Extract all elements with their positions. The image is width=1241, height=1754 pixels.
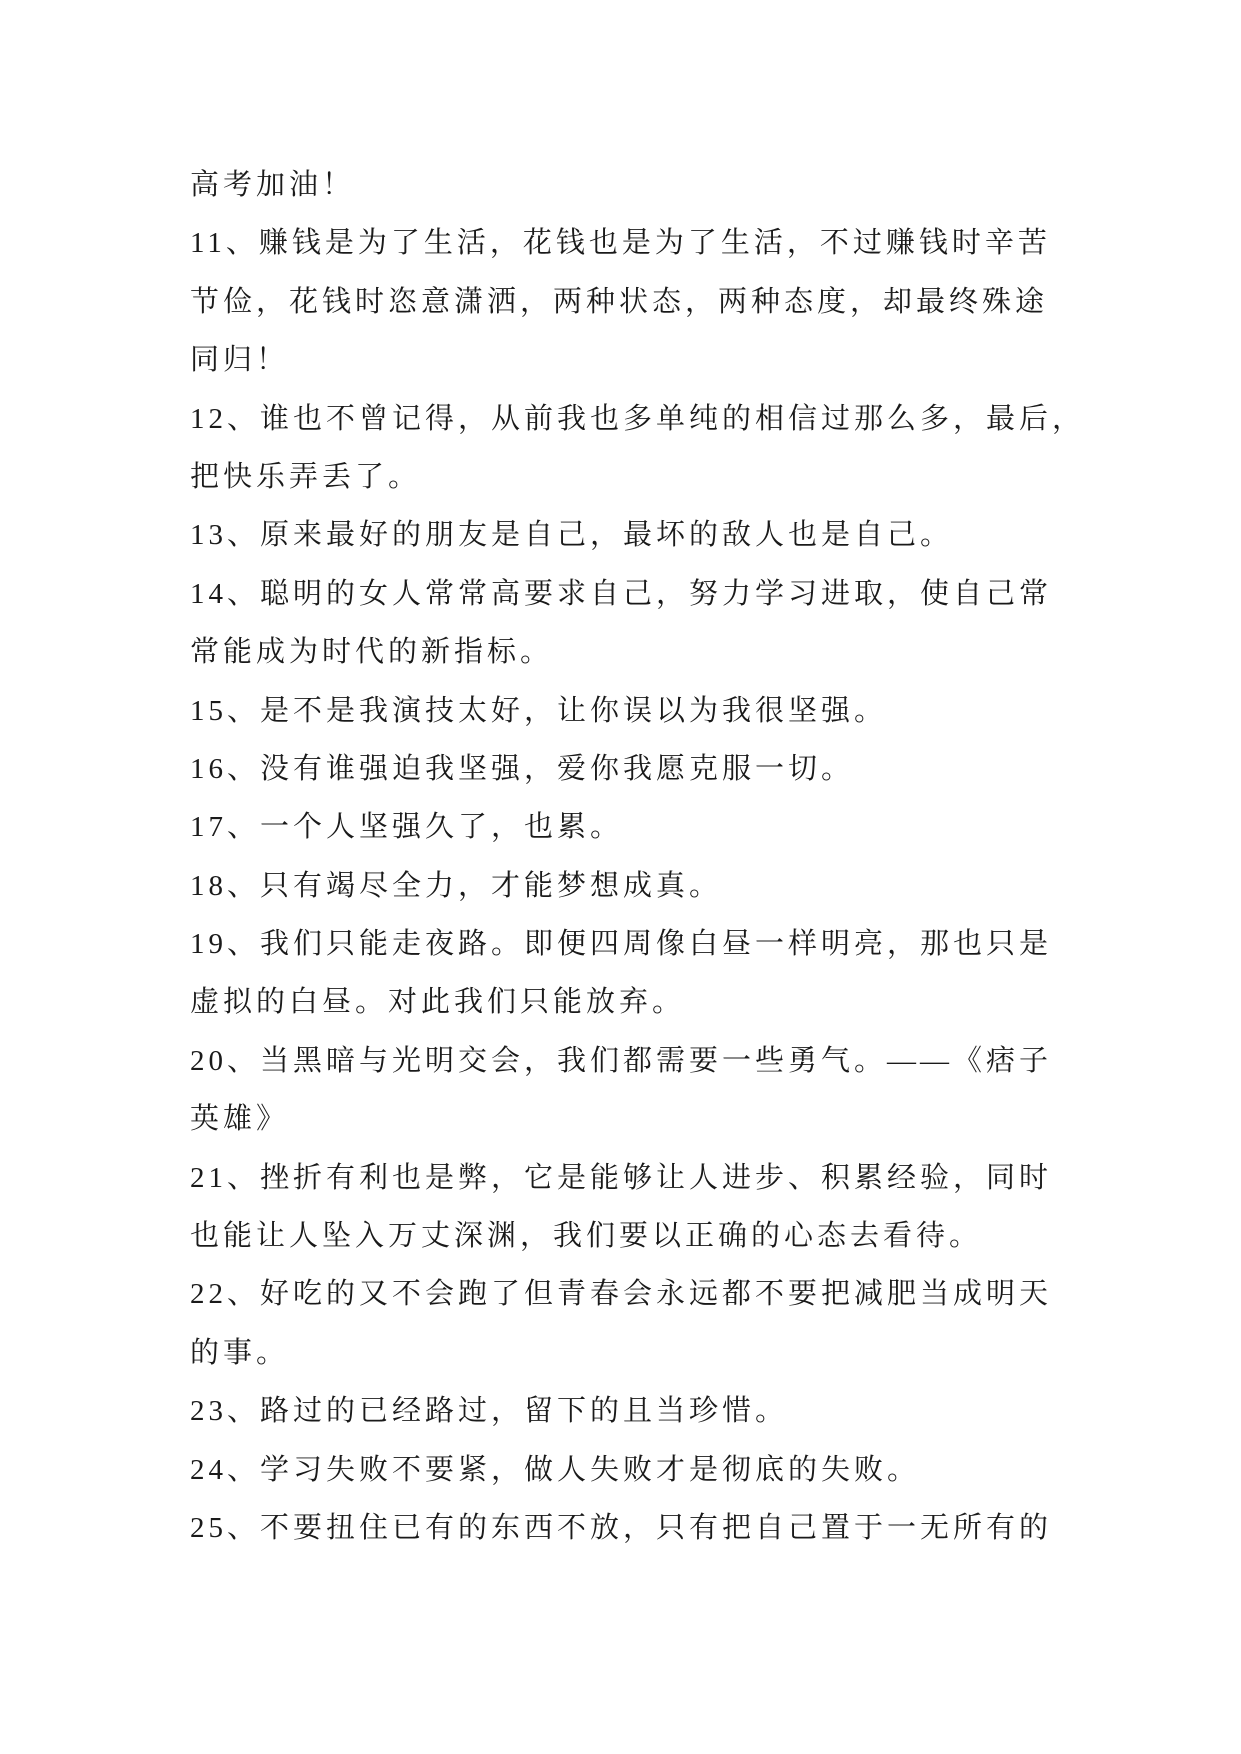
text-line: 11、赚钱是为了生活，花钱也是为了生活，不过赚钱时辛苦	[190, 227, 1051, 260]
text-line: 14、聪明的女人常常高要求自己，努力学习进取，使自己常	[190, 577, 1053, 610]
text-line: 虚拟的白昼。对此我们只能放弃。	[190, 986, 686, 1019]
text-line: 21、挫折有利也是弊，它是能够让人进步、积累经验，同时	[190, 1161, 1053, 1194]
text-line: 24、学习失败不要紧，做人失败才是彻底的失败。	[190, 1453, 921, 1486]
text-line: 19、我们只能走夜路。即便四周像白昼一样明亮，那也只是	[190, 928, 1053, 961]
document-body	[190, 156, 1170, 1557]
text-line: 节俭，花钱时恣意潇洒，两种状态，两种态度，却最终殊途	[190, 285, 1049, 318]
text-line: 把快乐弄丢了。	[190, 460, 422, 493]
text-line: 12、谁也不曾记得，从前我也多单纯的相信过那么多，最后，	[190, 402, 1086, 435]
text-line: 25、不要扭住已有的东西不放，只有把自己置于一无所有的	[190, 1511, 1053, 1544]
text-line: 英雄》	[190, 1103, 290, 1136]
text-line: 17、一个人坚强久了，也累。	[190, 811, 624, 844]
text-line: 15、是不是我演技太好，让你误以为我很坚强。	[190, 694, 888, 727]
text-line: 18、只有竭尽全力，才能梦想成真。	[190, 869, 723, 902]
text-line: 22、好吃的又不会跑了但青春会永远都不要把减肥当成明天	[190, 1278, 1053, 1311]
text-line: 高考加油！	[190, 169, 356, 201]
text-line: 同归！	[190, 344, 290, 377]
text-line: 16、没有谁强迫我坚强，爱你我愿克服一切。	[190, 752, 855, 785]
text-line: 的事。	[190, 1336, 290, 1369]
text-line: 20、当黑暗与光明交会，我们都需要一些勇气。——《痞子	[190, 1044, 1053, 1077]
text-line: 常能成为时代的新指标。	[190, 636, 554, 669]
text-line: 13、原来最好的朋友是自己，最坏的敌人也是自己。	[190, 519, 954, 552]
text-line: 23、路过的已经路过，留下的且当珍惜。	[190, 1395, 789, 1428]
text-line: 也能让人坠入万丈深渊，我们要以正确的心态去看待。	[190, 1220, 983, 1253]
